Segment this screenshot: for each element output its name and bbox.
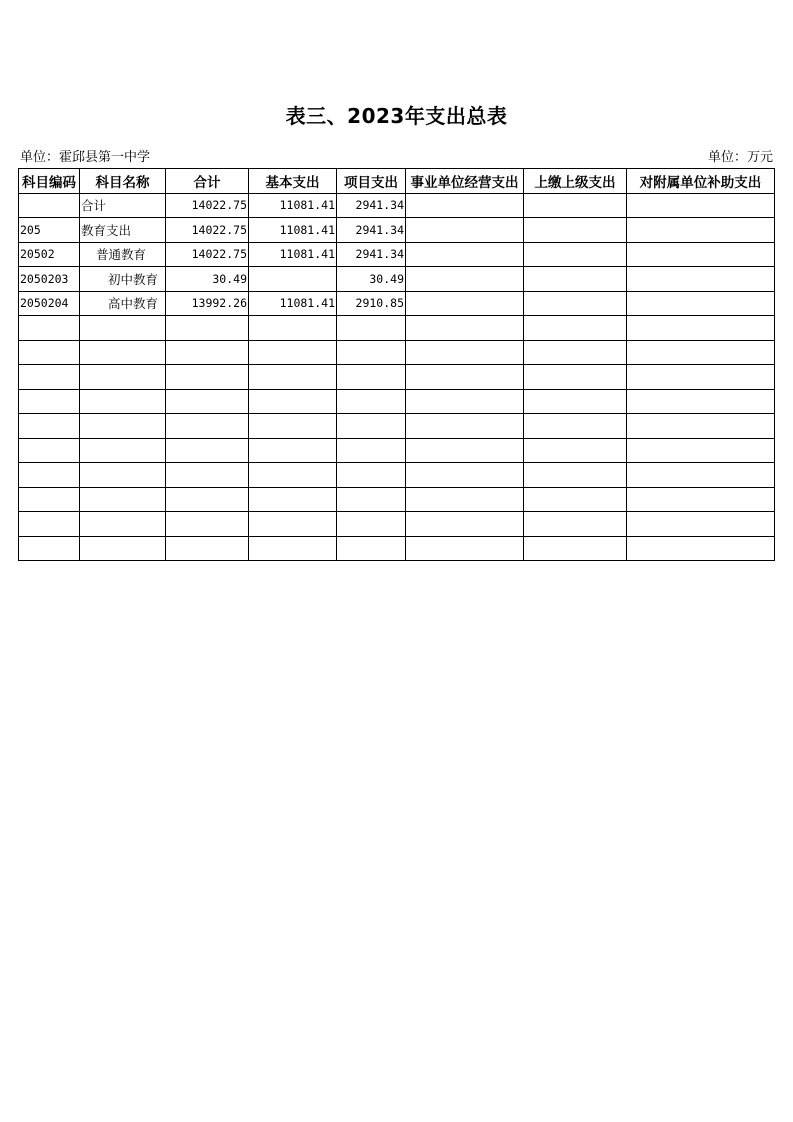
empty-cell	[337, 365, 406, 390]
empty-cell	[166, 316, 249, 341]
empty-cell	[627, 487, 775, 512]
cell-upper	[524, 193, 627, 218]
cell-project: 30.49	[337, 267, 406, 292]
cell-basic	[249, 267, 337, 292]
cell-name: 教育支出	[80, 218, 166, 243]
cell-name: 高中教育	[80, 291, 166, 316]
cell-business	[406, 267, 524, 292]
cell-total: 13992.26	[166, 291, 249, 316]
cell-project: 2941.34	[337, 218, 406, 243]
header-business: 事业单位经营支出	[406, 169, 524, 194]
empty-cell	[337, 438, 406, 463]
empty-cell	[406, 536, 524, 561]
empty-cell	[627, 463, 775, 488]
cell-upper	[524, 218, 627, 243]
empty-cell	[337, 463, 406, 488]
empty-cell	[19, 463, 80, 488]
cell-total: 30.49	[166, 267, 249, 292]
empty-row	[19, 316, 775, 341]
empty-cell	[524, 463, 627, 488]
empty-cell	[627, 389, 775, 414]
header-upper: 上缴上级支出	[524, 169, 627, 194]
empty-cell	[80, 340, 166, 365]
empty-cell	[166, 487, 249, 512]
cell-subsidy	[627, 193, 775, 218]
header-name: 科目名称	[80, 169, 166, 194]
empty-cell	[166, 463, 249, 488]
cell-subsidy	[627, 242, 775, 267]
empty-cell	[80, 438, 166, 463]
cell-subsidy	[627, 267, 775, 292]
cell-upper	[524, 291, 627, 316]
cell-name: 初中教育	[80, 267, 166, 292]
empty-cell	[19, 316, 80, 341]
empty-cell	[337, 340, 406, 365]
empty-cell	[524, 389, 627, 414]
empty-cell	[249, 365, 337, 390]
cell-total: 14022.75	[166, 242, 249, 267]
empty-cell	[19, 365, 80, 390]
empty-cell	[80, 414, 166, 439]
empty-cell	[80, 316, 166, 341]
cell-code	[19, 193, 80, 218]
empty-cell	[19, 438, 80, 463]
empty-cell	[337, 316, 406, 341]
cell-code: 205	[19, 218, 80, 243]
empty-cell	[80, 536, 166, 561]
empty-cell	[524, 438, 627, 463]
table-row	[19, 267, 775, 292]
cell-project: 2910.85	[337, 291, 406, 316]
empty-cell	[166, 536, 249, 561]
empty-cell	[19, 414, 80, 439]
empty-cell	[249, 414, 337, 439]
header-total: 合计	[166, 169, 249, 194]
empty-cell	[249, 536, 337, 561]
empty-cell	[166, 512, 249, 537]
empty-row	[19, 414, 775, 439]
cell-basic: 11081.41	[249, 193, 337, 218]
cell-name: 普通教育	[80, 242, 166, 267]
empty-row	[19, 365, 775, 390]
page-title: 表三、2023年支出总表	[285, 104, 508, 128]
empty-cell	[80, 512, 166, 537]
empty-cell	[627, 316, 775, 341]
empty-cell	[524, 487, 627, 512]
header-project: 项目支出	[337, 169, 406, 194]
empty-cell	[249, 389, 337, 414]
empty-cell	[80, 365, 166, 390]
empty-row	[19, 487, 775, 512]
empty-cell	[166, 414, 249, 439]
empty-cell	[249, 463, 337, 488]
empty-cell	[406, 389, 524, 414]
empty-cell	[406, 487, 524, 512]
empty-cell	[337, 487, 406, 512]
cell-total: 14022.75	[166, 218, 249, 243]
header-row	[19, 169, 775, 194]
header-code: 科目编码	[19, 169, 80, 194]
empty-cell	[406, 512, 524, 537]
empty-cell	[80, 487, 166, 512]
cell-basic: 11081.41	[249, 242, 337, 267]
table-row	[19, 193, 775, 218]
empty-cell	[627, 340, 775, 365]
empty-row	[19, 438, 775, 463]
empty-cell	[406, 365, 524, 390]
empty-cell	[19, 389, 80, 414]
expenditure-table	[18, 168, 775, 561]
table-row	[19, 218, 775, 243]
empty-cell	[627, 414, 775, 439]
header-basic: 基本支出	[249, 169, 337, 194]
empty-cell	[524, 536, 627, 561]
empty-cell	[19, 487, 80, 512]
cell-project: 2941.34	[337, 193, 406, 218]
empty-cell	[249, 438, 337, 463]
empty-cell	[166, 340, 249, 365]
empty-cell	[627, 512, 775, 537]
empty-cell	[524, 512, 627, 537]
empty-cell	[406, 463, 524, 488]
cell-basic: 11081.41	[249, 218, 337, 243]
empty-cell	[249, 316, 337, 341]
cell-basic: 11081.41	[249, 291, 337, 316]
empty-cell	[406, 438, 524, 463]
empty-row	[19, 463, 775, 488]
empty-cell	[337, 389, 406, 414]
empty-cell	[249, 512, 337, 537]
table-row	[19, 242, 775, 267]
cell-project: 2941.34	[337, 242, 406, 267]
empty-row	[19, 512, 775, 537]
table-row	[19, 291, 775, 316]
empty-cell	[524, 340, 627, 365]
empty-cell	[249, 340, 337, 365]
cell-code: 20502	[19, 242, 80, 267]
empty-cell	[406, 316, 524, 341]
cell-business	[406, 291, 524, 316]
cell-name: 合计	[80, 193, 166, 218]
cell-upper	[524, 267, 627, 292]
empty-cell	[337, 414, 406, 439]
empty-cell	[166, 365, 249, 390]
empty-row	[19, 389, 775, 414]
cell-business	[406, 242, 524, 267]
unit-organization: 单位：霍邱县第一中学	[20, 150, 151, 165]
empty-cell	[19, 512, 80, 537]
empty-row	[19, 536, 775, 561]
empty-cell	[406, 414, 524, 439]
empty-cell	[19, 340, 80, 365]
empty-cell	[337, 512, 406, 537]
cell-subsidy	[627, 218, 775, 243]
cell-business	[406, 193, 524, 218]
cell-total: 14022.75	[166, 193, 249, 218]
empty-cell	[627, 536, 775, 561]
empty-cell	[627, 365, 775, 390]
cell-code: 2050203	[19, 267, 80, 292]
cell-code: 2050204	[19, 291, 80, 316]
cell-subsidy	[627, 291, 775, 316]
header-subsidy: 对附属单位补助支出	[627, 169, 775, 194]
empty-cell	[166, 438, 249, 463]
empty-cell	[627, 438, 775, 463]
cell-business	[406, 218, 524, 243]
empty-cell	[249, 487, 337, 512]
empty-cell	[80, 389, 166, 414]
unit-currency: 单位：万元	[707, 150, 773, 165]
cell-upper	[524, 242, 627, 267]
empty-cell	[406, 340, 524, 365]
empty-row	[19, 340, 775, 365]
empty-cell	[524, 414, 627, 439]
empty-cell	[19, 536, 80, 561]
empty-cell	[166, 389, 249, 414]
empty-cell	[524, 365, 627, 390]
empty-cell	[337, 536, 406, 561]
empty-cell	[524, 316, 627, 341]
empty-cell	[80, 463, 166, 488]
